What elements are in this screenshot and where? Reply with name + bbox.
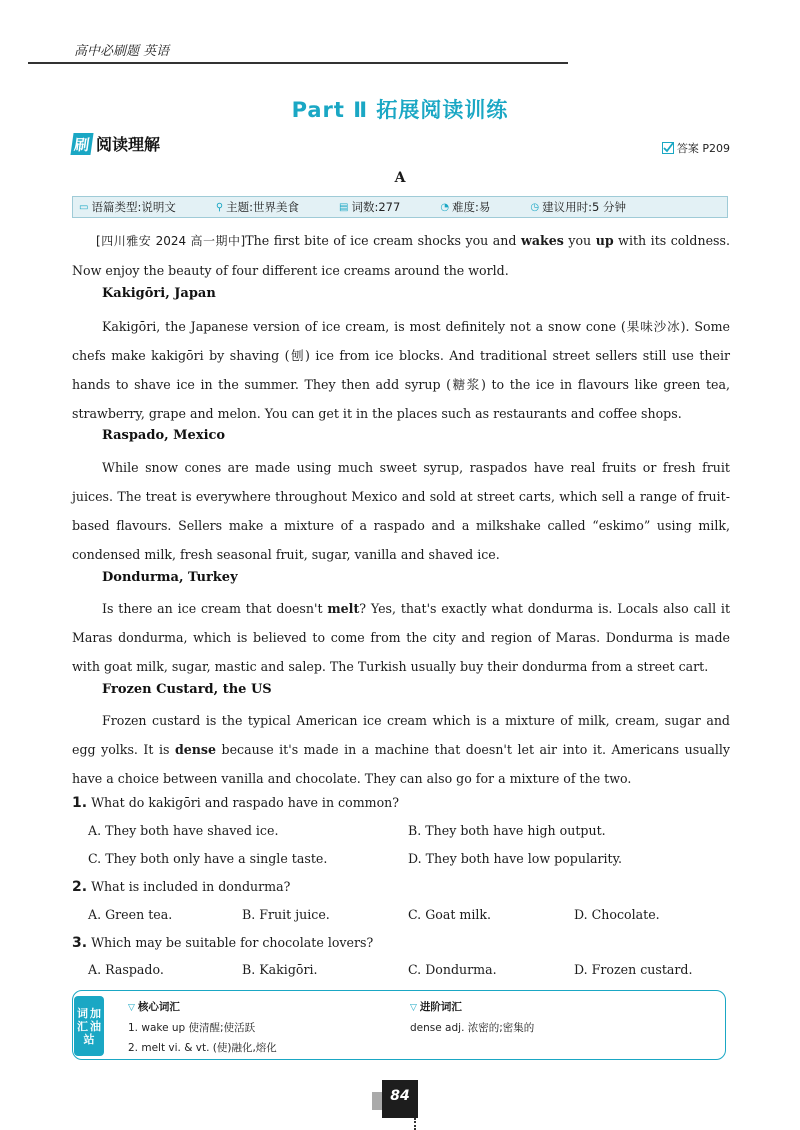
clock-icon: ◷ — [530, 201, 540, 213]
core-vocab: ▽ 核心词汇 1. wake up 使清醒;使活跃 2. melt vi. & vt. (使)融化,熔化 — [128, 1001, 277, 1054]
part-title: Part Ⅱ 拓展阅读训练 — [291, 98, 509, 122]
question-3: 3. Which may be suitable for chocolate lovers? — [72, 935, 374, 951]
answer-ref-text: 答案 P209 — [676, 142, 730, 155]
info-time: ◷ 建议用时:5 分钟 — [530, 200, 627, 214]
vocabulary-tag: 词 加 汇 油 站 — [74, 996, 104, 1056]
advanced-vocab: ▽ 进阶词汇 dense adj. 浓密的;密集的 — [410, 1001, 535, 1034]
q3-option-a[interactable]: A. Raspado. — [88, 962, 164, 977]
paragraph-raspado: While snow cones are made using much sweet syrup, raspados have real fruits or fresh fruit juices. The treat is everywhere throughout Mexico and sold at street carts, which sell a range of fruit-based flavours. Sellers make a mixture of a raspado and a milkshake called “eskimo” using milk, condensed milk, fresh seasonal fruit, sugar, vanilla and shaved ice. — [72, 460, 730, 562]
book-icon: ▭ — [79, 201, 89, 213]
keyword-wakes: wakes — [520, 233, 564, 248]
search-icon: ⚲ — [215, 201, 224, 213]
info-topic: ⚲ 主题:世界美食 — [215, 200, 300, 214]
answer-reference — [662, 140, 730, 156]
subheading-raspado: Raspado, Mexico — [102, 428, 226, 443]
q2-option-a[interactable]: A. Green tea. — [88, 907, 173, 922]
keyword-dense: dense — [174, 742, 217, 757]
q2-option-d[interactable]: D. Chocolate. — [574, 907, 660, 922]
subheading-dondurma: Dondurma, Turkey — [102, 570, 238, 585]
triangle-icon: ▽ — [410, 1003, 417, 1013]
paragraph-dondurma: Is there an ice cream that doesn't melt? Yes, that's exactly what dondurma is. Locals also call it Maras dondurma, which is believed to come from the city and region of Maras. Dondurma is made with goat milk, sugar, mastic and salep. The Turkish usually buy their dondurma from a street cart. — [72, 601, 731, 674]
q2-option-c[interactable]: C. Goat milk. — [408, 907, 492, 922]
q2-option-b[interactable]: B. Fruit juice. — [242, 907, 330, 922]
passage-letter: A — [394, 170, 406, 186]
gauge-icon: ◔ — [440, 201, 450, 213]
q3-option-d[interactable]: D. Frozen custard. — [574, 962, 693, 977]
question-1: 1. What do kakigōri and raspado have in common? — [72, 795, 400, 811]
subheading-kakigori: Kakigōri, Japan — [102, 286, 216, 301]
question-2: 2. What is included in dondurma? — [72, 879, 291, 895]
q1-option-b[interactable]: B. They both have high output. — [408, 823, 606, 838]
q1-option-c[interactable]: C. They both only have a single taste. — [88, 851, 328, 866]
info-word-count: ▤ 词数:277 — [339, 200, 401, 214]
brush-badge: 刷 — [70, 133, 93, 155]
page-number-block — [372, 1080, 422, 1130]
passage-intro: [四川雅安 2024 高一期中]The first bite of ice cream shocks you and wakes you up with its coldness. Now enjoy the beauty of four different ice creams around the world. — [72, 233, 730, 278]
keyword-up: up — [595, 233, 614, 248]
running-header: 高中必刷题 英语 — [74, 44, 170, 59]
info-genre: ▭ 语篇类型:说明文 — [79, 200, 176, 214]
info-difficulty: ◔ 难度:易 — [440, 200, 491, 214]
q3-option-c[interactable]: C. Dondurma. — [408, 962, 497, 977]
q1-option-a[interactable]: A. They both have shaved ice. — [88, 823, 279, 838]
paragraph-kakigori: Kakigōri, the Japanese version of ice cream, is most definitely not a snow cone (果味沙冰). Some chefs make kakigōri by shaving (刨) ice from ice blocks. And traditional street sellers still use their hands to shave ice in the summer. They then add syrup (糖浆) to the ice in flavours like green tea, strawberry, grape and melon. You can get it in the places such as restaurants and coffee shops. — [72, 319, 730, 421]
paragraph-frozen-custard: Frozen custard is the typical American ice cream which is a mixture of milk, cream, sugar and egg yolks. It is dense because it's made in a machine that doesn't let air into it. Americans usually have a choice between vanilla and chocolate. They can also go for a mixture of the two. — [72, 713, 731, 786]
triangle-icon: ▽ — [128, 1003, 135, 1013]
passage-info-bar — [72, 196, 728, 218]
subheading-frozen-custard: Frozen Custard, the US — [102, 682, 272, 697]
keyword-melt: melt — [327, 601, 360, 616]
document-icon: ▤ — [339, 201, 349, 213]
q1-option-d[interactable]: D. They both have low popularity. — [408, 851, 623, 866]
page-number: 84 — [390, 1088, 410, 1104]
section-title: 阅读理解 — [96, 135, 161, 154]
checkbox-icon — [662, 142, 674, 154]
q3-option-b[interactable]: B. Kakigōri. — [242, 962, 318, 977]
section-heading — [72, 132, 160, 155]
